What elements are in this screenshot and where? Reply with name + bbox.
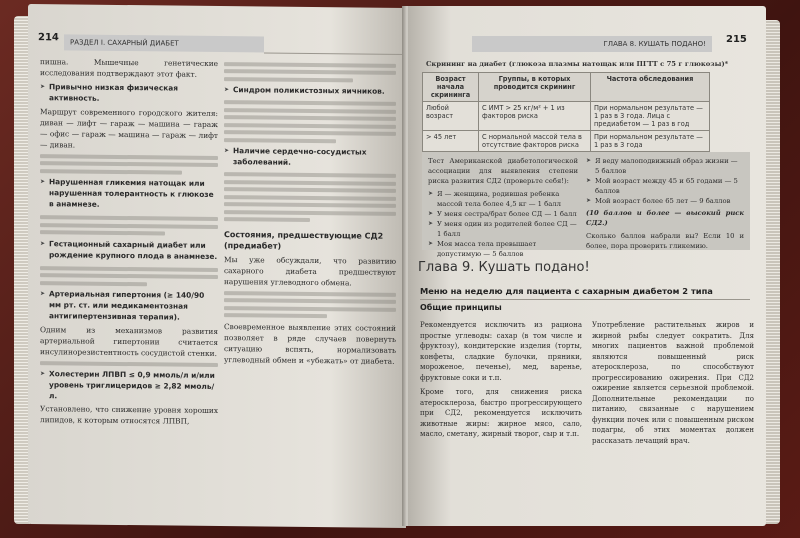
menu-title-rule bbox=[420, 299, 750, 300]
risk-question: Сколько баллов набрали вы? Если 10 и более, пора проверить гликемию. bbox=[586, 232, 744, 250]
risk-test-left bbox=[428, 156, 578, 259]
right-page bbox=[408, 6, 766, 526]
table-cell: При нормальном результате — 1 раз в 3 года bbox=[591, 131, 710, 152]
left-head-rule bbox=[264, 52, 404, 54]
text-line bbox=[40, 281, 147, 286]
right-page-number: 215 bbox=[726, 34, 747, 45]
text-line bbox=[224, 62, 396, 68]
text-line bbox=[224, 217, 310, 222]
bullet-item: ➤ Гестационный сахарный диабет или рождение крупного плода в анамнезе. bbox=[40, 238, 218, 262]
table-header-row bbox=[423, 73, 710, 102]
text-line bbox=[224, 108, 396, 114]
table-cell: С ИМТ > 25 кг/м² + 1 из факторов риска bbox=[479, 102, 591, 131]
paragraph: пишна. Мышечные генетические исследования подтверждают этот факт. bbox=[40, 57, 218, 79]
section-heading: Состояния, предшествующие СД2 (предиабет) bbox=[224, 230, 384, 251]
bullet-item: ➤ Наличие сердечно-сосудистых заболеваний. bbox=[224, 145, 396, 169]
chapter-title: Глава 9. Кушать подано! bbox=[418, 260, 590, 275]
table-cell: Любой возраст bbox=[423, 102, 479, 131]
risk-item: ➤ У меня сестра/брат более СД — 1 балл bbox=[428, 209, 578, 219]
text-line bbox=[40, 361, 218, 367]
left-running-head: РАЗДЕЛ I. САХАРНЫЙ ДИАБЕТ bbox=[64, 34, 264, 52]
left-page-number: 214 bbox=[38, 32, 59, 44]
text-line bbox=[40, 154, 218, 160]
bullet-item: ➤ Привычно низкая физическая активность. bbox=[40, 81, 218, 105]
left-column-2 bbox=[224, 58, 396, 370]
left-column-1 bbox=[40, 56, 218, 430]
text-line bbox=[224, 77, 353, 82]
text-line bbox=[224, 291, 396, 297]
paragraph: Кроме того, для снижения риска атеросклероза, быстро прогрессирующего при СД2, рекомендуется исключить животные жиры: жирное мясо, сало, масло, сметану, жирный творог, сыр и т.п. bbox=[420, 388, 582, 438]
text-line bbox=[224, 195, 396, 201]
bullet-item: ➤ Нарушенная гликемия натощак или нарушенная толерантность к глюкозе в анамнезе. bbox=[40, 176, 218, 211]
table-header-cell: Частота обследования bbox=[591, 73, 710, 102]
text-line bbox=[224, 130, 396, 136]
paragraph: Своевременное выявление этих состояний позволяет в ряде случаев повернуть ситуацию вспять, нормализовать углеводный обмен и «убежать» от диабета. bbox=[224, 322, 396, 366]
risk-item: ➤ Я веду малоподвижный образ жизни — 5 баллов bbox=[586, 156, 744, 176]
text-line bbox=[224, 100, 396, 106]
text-line bbox=[224, 313, 327, 318]
table-cell: При нормальном результате — 1 раз в 3 года. Лица с предиабетом — 1 раз в год bbox=[591, 102, 710, 131]
text-line bbox=[224, 172, 396, 178]
table-title: Скрининг на диабет (глюкоза плазмы натощак или ПГТТ с 75 г глюкозы)* bbox=[426, 60, 729, 68]
bullet-item: ➤ Холестерин ЛПВП ≤ 0,9 ммоль/л и/или уровень триглицеридов ≥ 2,82 ммоль/л. bbox=[40, 368, 218, 403]
principles-right-column bbox=[592, 320, 754, 449]
text-line bbox=[224, 187, 396, 193]
text-line bbox=[40, 215, 218, 221]
bullet-item: ➤ Артериальная гипертония (≥ 140/90 мм рт. ст. или медикаментозная антигипертензивная терапия). bbox=[40, 288, 218, 323]
risk-item: ➤ У меня один из родителей более СД — 1 балл bbox=[428, 219, 578, 239]
text-line bbox=[224, 123, 396, 129]
text-line bbox=[224, 202, 396, 208]
text-line bbox=[40, 223, 218, 229]
right-running-head: ГЛАВА 8. КУШАТЬ ПОДАНО! bbox=[472, 36, 712, 52]
paragraph: Тест Американской диабетологической ассоциации для выявления степени риска развития СД2 (проверьте себя!): bbox=[428, 157, 578, 185]
table-cell: С нормальной массой тела в отсутствие факторов риска bbox=[479, 131, 591, 152]
text-line bbox=[224, 115, 396, 121]
table-cell: > 45 лет bbox=[423, 131, 479, 152]
paragraph: Маршрут современного городского жителя: диван — лифт — гараж — машина — гараж — офис — гараж — машина — гараж — лифт — диван. bbox=[40, 107, 218, 150]
risk-item: ➤ Мой возраст между 45 и 65 годами — 5 баллов bbox=[586, 176, 744, 196]
text-line bbox=[224, 306, 396, 312]
paragraph: Мы уже обсуждали, что развитию сахарного диабета предшествуют нарушения углеводного обмена. bbox=[224, 255, 396, 288]
text-line bbox=[224, 210, 396, 216]
risk-test-right bbox=[586, 156, 744, 254]
paragraph: Употребление растительных жиров и жирной рыбы следует сократить. Для многих пациентов важной проблемой являются повышенный риск атеросклероза, по способствуют прогрессированию ожирения. При СД2 ожирение является серьезной проблемой. Дополнительные рекомендации по питанию, связанные с нарушением функции почек или с повышенным риском подагры, об этих моментах должен рассказать лечащий врач. bbox=[592, 321, 754, 445]
table-row bbox=[423, 131, 710, 152]
risk-note: (10 баллов и более — высокий риск СД2.) bbox=[586, 209, 744, 227]
text-line bbox=[40, 230, 165, 235]
general-principles-title: Общие принципы bbox=[420, 303, 502, 312]
paragraph: Одним из механизмов развития артериальной гипертонии считается инсулинорезистентность сосудистой стенки. bbox=[40, 325, 218, 358]
text-line bbox=[40, 161, 218, 167]
screening-table bbox=[422, 72, 710, 152]
text-line bbox=[224, 180, 396, 186]
risk-item: ➤ Мой возраст более 65 лет — 9 баллов bbox=[586, 196, 744, 206]
left-page bbox=[28, 4, 406, 528]
paragraph: Установлено, что снижение уровня хороших липидов, к которым относятся ЛПВП, bbox=[40, 404, 218, 426]
text-line bbox=[224, 138, 336, 143]
text-line bbox=[40, 273, 218, 279]
table-row bbox=[423, 102, 710, 131]
table-header-cell: Группы, в которых проводится скрининг bbox=[479, 73, 591, 102]
open-book bbox=[10, 6, 782, 528]
risk-item: ➤ Я — женщина, родившая ребенка массой тела более 4,5 кг — 1 балл bbox=[428, 189, 578, 209]
risk-item: ➤ Моя масса тела превышает допустимую — 5 баллов bbox=[428, 239, 578, 259]
table-header-cell: Возраст начала скрининга bbox=[423, 73, 479, 102]
paragraph: Рекомендуется исключить из рациона простые углеводы: сахар (в том числе и фруктозу), кондитерские изделия (торты, конфеты, сладкие булочки, пряники, мороженое, печенье), мед, варенье, фруктовые соки и т.п. bbox=[420, 321, 582, 382]
risk-test-box bbox=[422, 152, 750, 258]
text-line bbox=[224, 69, 396, 75]
text-line bbox=[40, 266, 218, 272]
menu-title: Меню на неделю для пациента с сахарным диабетом 2 типа bbox=[420, 286, 713, 296]
principles-left-column bbox=[420, 320, 582, 443]
text-line bbox=[224, 298, 396, 304]
text-line bbox=[40, 169, 182, 174]
bullet-item: ➤ Синдром поликистозных яичников. bbox=[224, 84, 396, 97]
